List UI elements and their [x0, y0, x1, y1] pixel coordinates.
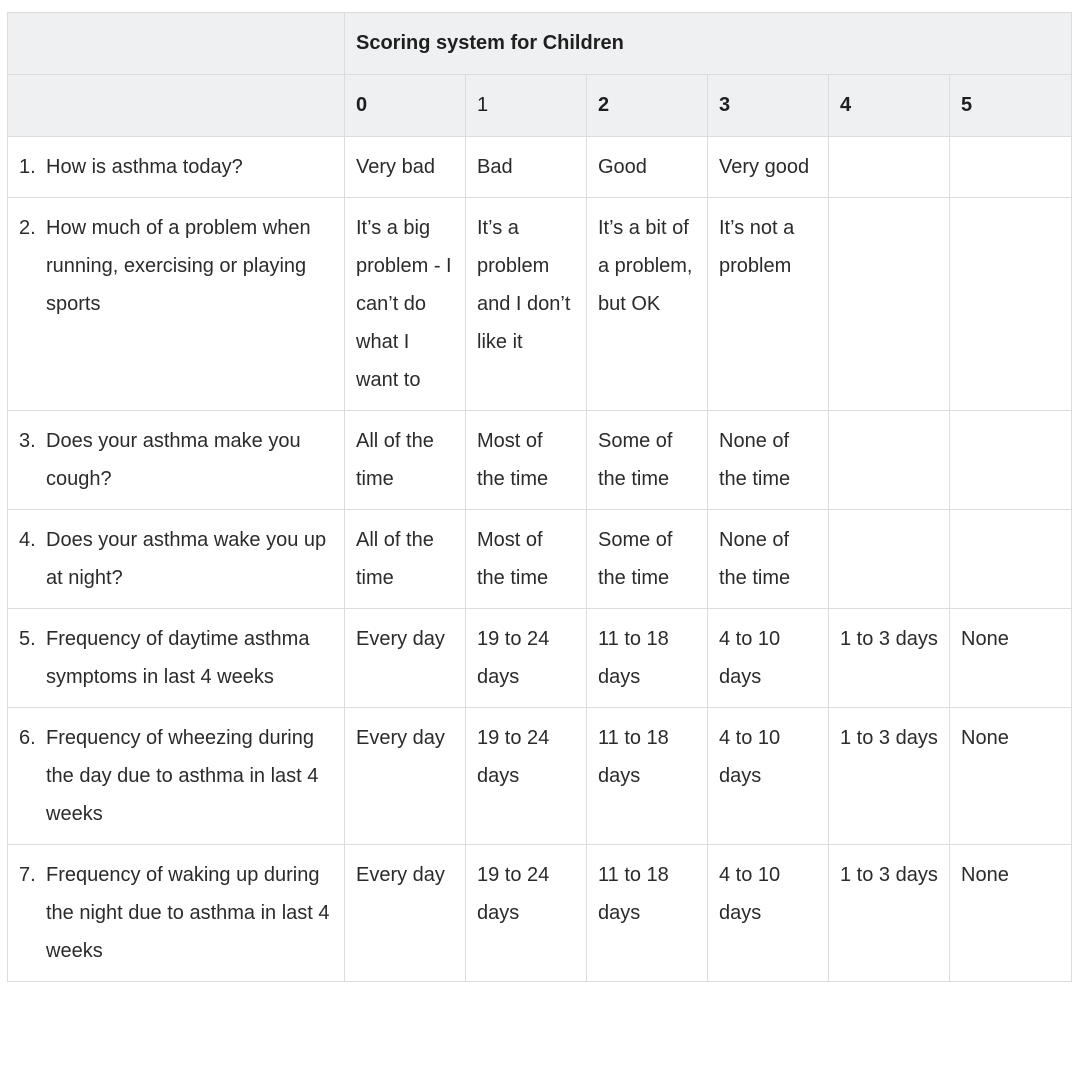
- question-text: How much of a problem when running, exercising or playing sports: [46, 217, 311, 315]
- question-text: Frequency of waking up during the night due to asthma in last 4 weeks: [46, 864, 330, 962]
- answer-cell-score-1: 19 to 24 days: [466, 609, 587, 708]
- question-text: Does your asthma wake you up at night?: [46, 529, 327, 589]
- answer-cell-score-3: 4 to 10 days: [708, 708, 829, 845]
- answer-cell-score-4: [829, 198, 950, 411]
- question-number: 4.: [19, 529, 36, 551]
- answer-cell-score-1: Bad: [466, 137, 587, 198]
- answer-cell-score-0: Every day: [345, 845, 466, 982]
- answer-cell-score-0: Very bad: [345, 137, 466, 198]
- score-header-row: [8, 75, 1072, 137]
- answer-cell-score-3: It’s not a problem: [708, 198, 829, 411]
- question-cell: [8, 845, 345, 982]
- score-header-3: 3: [708, 75, 829, 137]
- answer-cell-score-2: Some of the time: [587, 411, 708, 510]
- question-cell: [8, 510, 345, 609]
- table-title: Scoring system for Children: [345, 13, 1072, 75]
- answer-cell-score-5: None: [950, 708, 1072, 845]
- corner-header-cell: [8, 13, 345, 75]
- question-number: 7.: [19, 864, 36, 886]
- answer-cell-score-5: [950, 411, 1072, 510]
- answer-cell-score-2: Good: [587, 137, 708, 198]
- question-wrap: [19, 422, 333, 498]
- answer-cell-score-3: None of the time: [708, 510, 829, 609]
- answer-cell-score-4: [829, 411, 950, 510]
- answer-cell-score-1: 19 to 24 days: [466, 708, 587, 845]
- score-header-0: 0: [345, 75, 466, 137]
- question-cell: [8, 411, 345, 510]
- answer-cell-score-4: [829, 137, 950, 198]
- answer-cell-score-3: 4 to 10 days: [708, 609, 829, 708]
- question-text: Frequency of wheezing during the day due to asthma in last 4 weeks: [46, 727, 319, 825]
- answer-cell-score-1: Most of the time: [466, 411, 587, 510]
- table-row: [8, 411, 1072, 510]
- score-header-2: 2: [587, 75, 708, 137]
- answer-cell-score-0: It’s a big problem - I can’t do what I want to: [345, 198, 466, 411]
- answer-cell-score-3: 4 to 10 days: [708, 845, 829, 982]
- question-number: 5.: [19, 628, 36, 650]
- answer-cell-score-0: Every day: [345, 609, 466, 708]
- answer-cell-score-1: It’s a problem and I don’t like it: [466, 198, 587, 411]
- scoring-table: [7, 12, 1072, 982]
- answer-cell-score-1: Most of the time: [466, 510, 587, 609]
- answer-cell-score-5: [950, 137, 1072, 198]
- answer-cell-score-4: 1 to 3 days: [829, 609, 950, 708]
- question-number: 6.: [19, 727, 36, 749]
- table-row: [8, 845, 1072, 982]
- table-title-row: [8, 13, 1072, 75]
- table-row: [8, 708, 1072, 845]
- question-number: 2.: [19, 217, 36, 239]
- table-row: [8, 609, 1072, 708]
- answer-cell-score-0: All of the time: [345, 411, 466, 510]
- question-cell: [8, 609, 345, 708]
- answer-cell-score-4: 1 to 3 days: [829, 845, 950, 982]
- answer-cell-score-2: Some of the time: [587, 510, 708, 609]
- question-wrap: [19, 620, 333, 696]
- question-cell: [8, 198, 345, 411]
- answer-cell-score-0: Every day: [345, 708, 466, 845]
- answer-cell-score-5: None: [950, 845, 1072, 982]
- question-cell: [8, 137, 345, 198]
- question-wrap: [19, 719, 333, 833]
- answer-cell-score-0: All of the time: [345, 510, 466, 609]
- answer-cell-score-5: [950, 510, 1072, 609]
- question-wrap: [19, 856, 333, 970]
- answer-cell-score-5: [950, 198, 1072, 411]
- score-header-4: 4: [829, 75, 950, 137]
- score-header-5: 5: [950, 75, 1072, 137]
- answer-cell-score-4: [829, 510, 950, 609]
- answer-cell-score-2: 11 to 18 days: [587, 708, 708, 845]
- question-text: Frequency of daytime asthma symptoms in last 4 weeks: [46, 628, 310, 688]
- answer-cell-score-3: None of the time: [708, 411, 829, 510]
- answer-cell-score-2: It’s a bit of a problem, but OK: [587, 198, 708, 411]
- question-number: 3.: [19, 430, 36, 452]
- answer-cell-score-4: 1 to 3 days: [829, 708, 950, 845]
- table-row: [8, 137, 1072, 198]
- question-wrap: [19, 148, 333, 186]
- answer-cell-score-2: 11 to 18 days: [587, 845, 708, 982]
- question-text: How is asthma today?: [46, 156, 243, 178]
- corner-header-cell: [8, 75, 345, 137]
- question-wrap: [19, 521, 333, 597]
- question-number: 1.: [19, 156, 36, 178]
- question-wrap: [19, 209, 333, 323]
- question-text: Does your asthma make you cough?: [46, 430, 301, 490]
- score-header-1: 1: [466, 75, 587, 137]
- question-cell: [8, 708, 345, 845]
- answer-cell-score-1: 19 to 24 days: [466, 845, 587, 982]
- table-row: [8, 510, 1072, 609]
- table-row: [8, 198, 1072, 411]
- answer-cell-score-2: 11 to 18 days: [587, 609, 708, 708]
- answer-cell-score-5: None: [950, 609, 1072, 708]
- answer-cell-score-3: Very good: [708, 137, 829, 198]
